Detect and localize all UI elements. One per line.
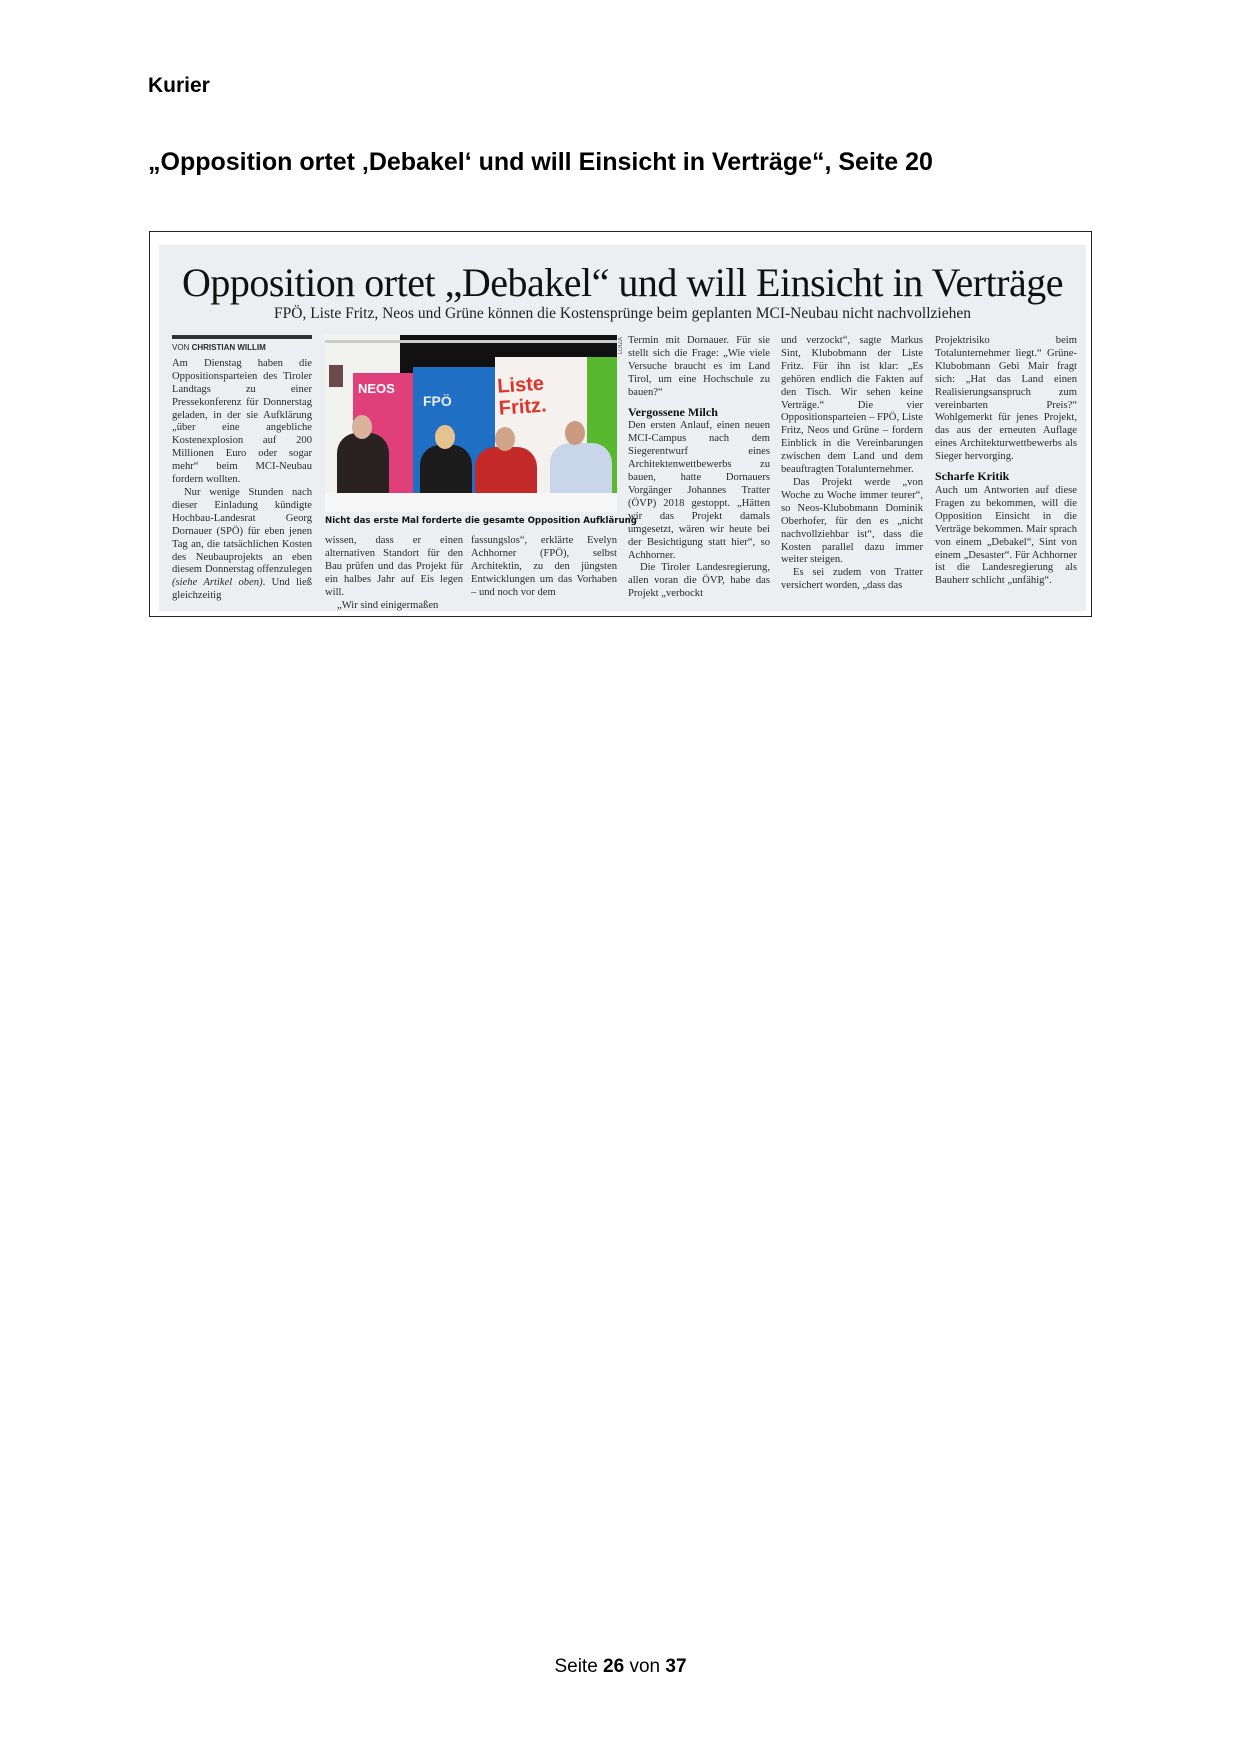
article-headline: Opposition ortet „Debakel“ und will Einsicht in Verträge <box>181 260 1064 305</box>
article-column-3 <box>628 335 770 601</box>
reference-note: (siehe Artikel oben) <box>172 577 263 589</box>
paragraph: Termin mit Dornauer. Für sie stellt sich die Frage: „Wie viele Versuche braucht es im Land Tirol, um eine Hochschule zu bauen?“ <box>628 335 770 398</box>
article-subhead: FPÖ, Liste Fritz, Neos und Grüne können die Kostensprünge beim geplanten MCI-Neubau nicht nachvollziehen <box>274 305 971 322</box>
photo-credit: LOIZA <box>618 337 624 355</box>
person-4-body <box>550 443 612 498</box>
document-title: „Opposition ortet ‚Debakel‘ und will Einsicht in Verträge“, Seite 20 <box>148 148 933 176</box>
article-panel <box>159 245 1086 611</box>
neos-banner-text: NEOS <box>358 381 395 396</box>
article-column-5 <box>935 335 1077 588</box>
person-3-head <box>495 427 515 451</box>
paragraph: und verzockt“, sagte Markus Sint, Klubobmann der Liste Fritz. Für ihn ist klar: „Es gehören endlich die Fakten auf den Tisch. Wir sehen keine Verträge.“ Die vier Oppositionsparteien – FPÖ, Liste Fritz, Neos und Grüne – fordern Einblick in die Vereinbarungen zwischen dem Land und dem beauftragten Totalunternehmer. <box>781 335 923 476</box>
paragraph-text: . Und ließ gleichzeitig <box>172 577 312 602</box>
liste-fritz-banner-text: Liste Fritz. <box>496 372 548 420</box>
conference-table <box>325 493 617 512</box>
photo-caption: Nicht das erste Mal forderte die gesamte Opposition Aufklärung <box>325 516 637 526</box>
paragraph: fassungslos“, erklärte Evelyn Achhorner (FPÖ), selbst Architektin, zu den jüngsten Entwicklungen um das Vorhaben – und noch vor dem <box>471 535 617 598</box>
section-heading: Scharfe Kritik <box>935 469 1010 484</box>
source-name: Kurier <box>148 74 210 97</box>
paragraph: Projektrisiko beim Totalunternehmer liegt.“ Grüne-Klubobmann Gebi Mair fragt sich: „Hat das Land einen Realisierungsanspruch zum vereinbarten Preis?“ Wohlgemerkt für jenes Projekt, das aus der erneuten Auflage eines Architekturwettbewerbs als Sieger hervorging. <box>935 335 1077 463</box>
paragraph: Das Projekt werde „von Woche zu Woche immer teurer“, so Neos-Klubobmann Dominik Oberhofer, für den es „nicht nachvollziehbar ist“, dass die Kosten parallel dazu immer weiter steigen. <box>781 476 923 566</box>
person-3-body <box>475 447 537 497</box>
byline-rule <box>172 335 312 339</box>
person-2-head <box>435 425 455 449</box>
section-heading: Vergossene Milch <box>628 404 718 419</box>
paragraph: „Wir sind einigermaßen <box>337 599 439 611</box>
press-conference-photo <box>325 335 617 512</box>
photo-ceiling-strip <box>325 340 617 343</box>
total-page-count: 37 <box>665 1656 687 1677</box>
article-column-2a <box>325 535 463 612</box>
newspaper-clipping <box>149 231 1092 617</box>
person-2-body <box>420 445 472 495</box>
byline-name: CHRISTIAN WILLIM <box>191 343 266 352</box>
paragraph: Am Dienstag haben die Oppositionsparteien des Tiroler Landtags zu einer Pressekonferenz für Donnerstag geladen, in der sie Aufklärung „über eine angebliche Kostenexplosion auf 200 Millionen Euro oder sogar mehr“ beim MCI-Neubau fordern wollten. <box>172 357 312 486</box>
byline-prefix: VON <box>172 343 190 352</box>
person-4-head <box>565 421 585 445</box>
page-footer <box>0 1656 1241 1678</box>
byline <box>172 342 312 355</box>
footer-prefix: Seite <box>554 1656 598 1677</box>
paragraph <box>172 487 312 603</box>
current-page-number: 26 <box>603 1656 625 1677</box>
wall-sign <box>329 365 343 387</box>
paragraph-text: Nur wenige Stunden nach dieser Einladung kündigte Hochbau-Landesrat Georg Dornauer (SPÖ) für eben jenen Tag an, die tatsächlichen Kosten des Neubauprojekts an eben diesem Donnerstag offenzulegen <box>172 486 312 576</box>
article-column-2b <box>471 535 617 600</box>
paragraph: Es sei zudem von Tratter versichert worden, „dass das <box>781 567 923 592</box>
paragraph: wissen, dass er einen alternativen Standort für den Bau prüfen und das Projekt für ein halbes Jahr auf Eis legen will. <box>325 535 463 598</box>
paragraph: Den ersten Anlauf, einen neuen MCI-Campus nach dem Siegerentwurf eines Architektenwettbewerbs zu bauen, hatte Dornauers Vorgänger Johannes Tratter (ÖVP) 2018 gestoppt. „Hätten wir das Projekt damals umgesetzt, wären wir heute bei der Besichtigung statt hier“, so Achhorner. <box>628 420 770 561</box>
fpo-banner-text: FPÖ <box>423 393 452 409</box>
person-1-head <box>352 415 372 439</box>
article-column-1 <box>172 335 312 603</box>
paragraph: Die Tiroler Landesregierung, allen voran die ÖVP, habe das Projekt „verbockt <box>628 562 770 600</box>
article-column-4 <box>781 335 923 593</box>
person-1-body <box>337 433 389 493</box>
footer-mid: von <box>629 1656 661 1677</box>
paragraph: Auch um Antworten auf diese Fragen zu bekommen, will die Opposition Einsicht in die Verträge bekommen. Mair sprach von einem „Debakel“, Sint von einem „Desaster“. Für Achhorner ist die Landesregierung als Bauherr schlicht „unfähig“. <box>935 484 1077 587</box>
